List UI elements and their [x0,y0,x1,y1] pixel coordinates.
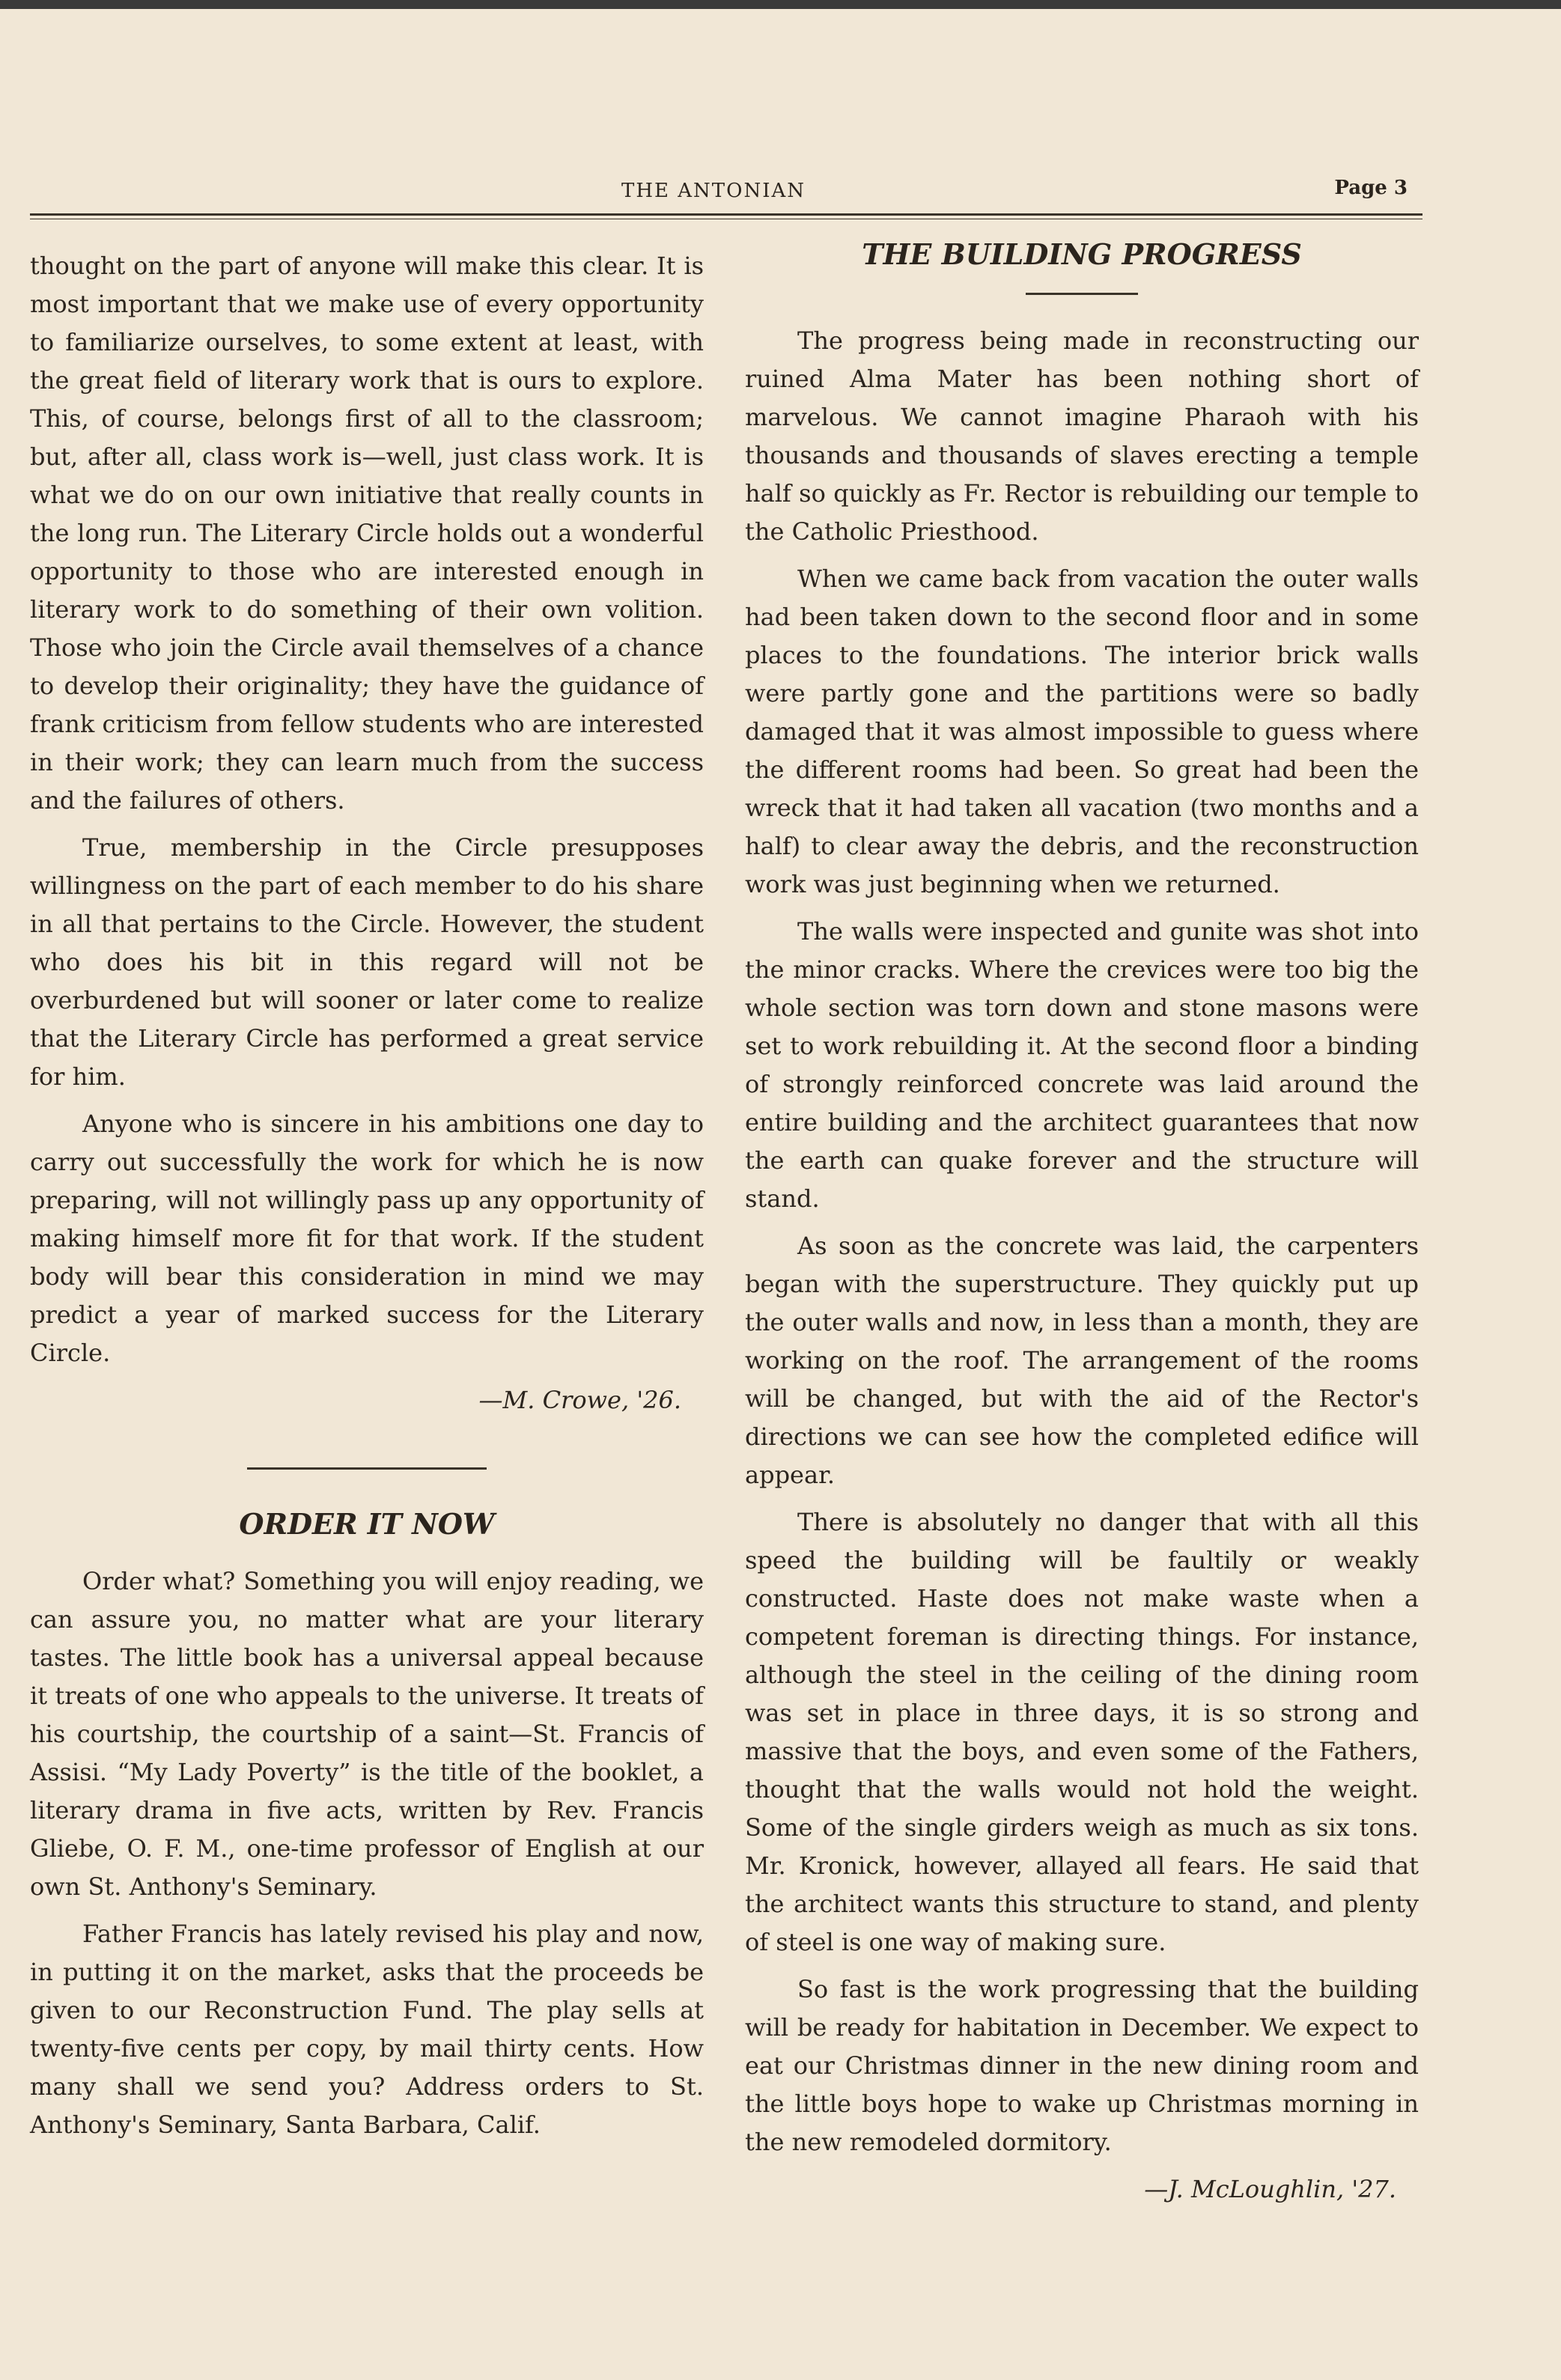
paragraph: When we came back from vacation the outer walls had been taken down to the second floor and in some places to the foundations. The interior brick walls were partly gone and the partitions were so badly damaged that it was almost impossible to guess where the different rooms had been. So great had been the wreck that it had taken all vacation (two months and a half) to clear away the debris, and the reconstruction work was just beginning when we returned. [745,564,1419,898]
page-number: Page 3 [1334,177,1408,199]
right-column [745,236,1419,2209]
byline: —M. Crowe, '26. [478,1386,681,1414]
page-header [30,177,1422,210]
byline: —J. McLoughlin, '27. [1144,2175,1396,2203]
title-rule [1026,293,1138,295]
left-column [30,247,704,2153]
article-separator [247,1467,487,1470]
scan-edge [0,0,1561,9]
article-title: THE BUILDING PROGRESS [862,237,1302,271]
paragraph: Anyone who is sincere in his ambitions one day to carry out successfully the work for which he is now preparing, will not willingly pass up any opportunity of making himself more fit for that work. If the student body will bear this consideration in mind we may predict a year of marked success for the Literary Circle. [30,1110,704,1367]
paragraph: The walls were inspected and gunite was shot into the minor cracks. Where the crevices were too big the whole section was torn down and stone masons were set to work rebuilding it. At the second floor a binding of strongly reinforced concrete was laid around the entire building and the architect guarantees that now the earth can quake forever and the structure will stand. [745,917,1419,1213]
paragraph: So fast is the work progressing that the building will be ready for habitation in December. We expect to eat our Christmas dinner in the new dining room and the little boys hope to wake up Christmas morning in the new remodeled dormitory. [745,1975,1419,2156]
masthead: THE ANTONIAN [621,180,806,202]
paragraph: As soon as the concrete was laid, the carpenters began with the superstructure. They quickly put up the outer walls and now, in less than a month, they are working on the roof. The arrangement of the rooms will be changed, but with the aid of the Rector's directions we can see how the completed edifice will appear. [745,1232,1419,1489]
paragraph: The progress being made in reconstructing our ruined Alma Mater has been nothing short of marvelous. We cannot imagine Pharaoh with his thousands and thousands of slaves erecting a temple half so quickly as Fr. Rector is rebuilding our temple to the Catholic Priesthood. [745,326,1419,546]
article-title: ORDER IT NOW [239,1507,495,1541]
paragraph: thought on the part of anyone will make this clear. It is most important that we make use of every opportunity to familiarize ourselves, to some extent at least, with the great field of literary work that is ours to explore. This, of course, belongs first of all to the classroom; but, after all, class work is—well, just class work. It is what we do on our own initiative that really counts in the long run. The Literary Circle holds out a wonderful opportunity to those who are interested enough in literary work to do something of their own volition. Those who join the Circle avail themselves of a chance to develop their originality; they have the guidance of frank criticism from fellow students who are interested in their work; they can learn much from the success and the failures of others. [30,252,704,815]
paragraph: True, membership in the Circle presupposes willingness on the part of each member to do his share in all that pertains to the Circle. However, the student who does his bit in this regard will not be overburdened but will sooner or later come to realize that the Literary Circle has performed a great service for him. [30,833,704,1091]
paragraph: There is absolutely no danger that with all this speed the building will be faultily or weakly constructed. Haste does not make waste when a competent foreman is directing things. For instance, although the steel in the ceiling of the dining room was set in place in three days, it is so strong and massive that the boys, and even some of the Fathers, thought that the walls would not hold the weight. Some of the single girders weigh as much as six tons. Mr. Kronick, however, allayed all fears. He said that the architect wants this structure to stand, and plenty of steel is one way of making sure. [745,1508,1419,1956]
paragraph: Father Francis has lately revised his play and now, in putting it on the market, asks that the proceeds be given to our Reconstruction Fund. The play sells at twenty-five cents per copy, by mail thirty cents. How many shall we send you? Address orders to St. Anthony's Seminary, Santa Barbara, Calif. [30,1920,704,2139]
paragraph: Order what? Something you will enjoy reading, we can assure you, no matter what are your literary tastes. The little book has a universal appeal because it treats of one who appeals to the universe. It treats of his courtship, the courtship of a saint—St. Francis of Assisi. “My Lady Poverty” is the title of the booklet, a literary drama in five acts, written by Rev. Francis Gliebe, O. F. M., one-time professor of English at our own St. Anthony's Seminary. [30,1567,704,1901]
header-rule [30,213,1422,216]
